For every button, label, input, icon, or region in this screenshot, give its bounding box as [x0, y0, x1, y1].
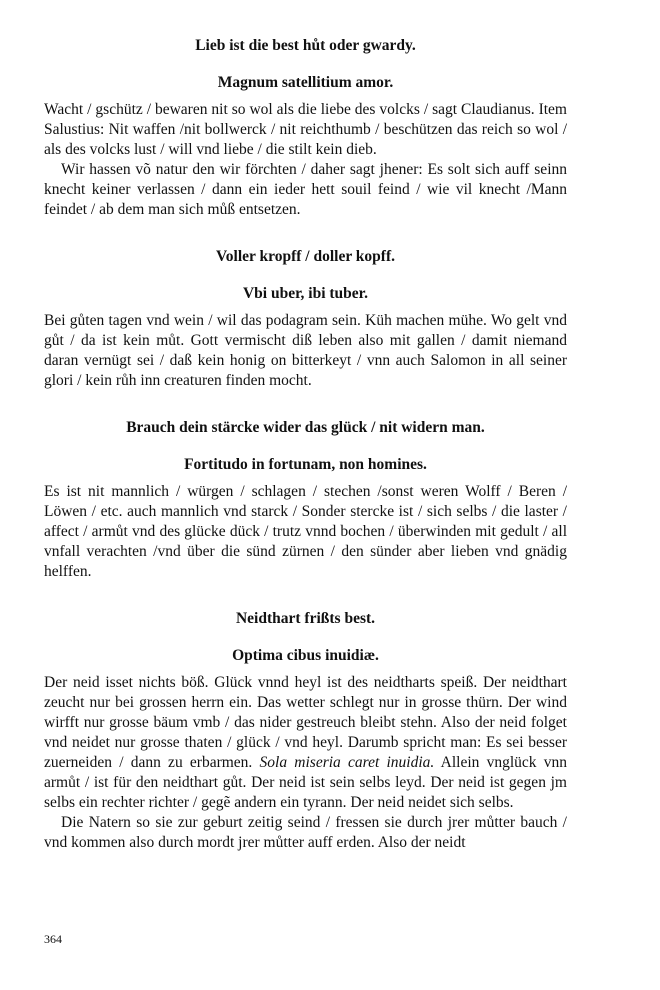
- page-body: [44, 36, 567, 880]
- paragraph: Wacht / gschütz / bewaren nit so wol als die liebe des volcks / sagt Claudianus. Item Salustius: Nit waffen /nit bollwerck / nit reichthumb / beschützen das reich so wol / als des volcks lust / will vnd liebe / die stilt kein dieb.: [44, 101, 567, 158]
- section-heading-german: Neidthart frißts best.: [235, 610, 376, 627]
- section-heading-latin: Vbi uber, ibi tuber.: [242, 285, 369, 302]
- section-neidthart: [44, 609, 567, 853]
- section-heading-german: Brauch dein stärcke wider das glück / nit widern man.: [126, 419, 485, 436]
- section-heading-latin: Optima cibus inuidiæ.: [232, 647, 379, 664]
- section-heading-german: Voller kropff / doller kopff.: [216, 248, 395, 265]
- paragraph: Es ist nit mannlich / würgen / schlagen / stechen /sonst weren Wolff / Beren / Löwen / etc. auch mannlich vnd starck / Sonder stercke ist / sich selbs / die laster / affect / armůt vnd des glücke dück / trutz vnnd bochen / überwinden mit gedult / all vnfall verachten /vnd über die sünd zürnen / den sünder aber lieben vnd gnädig helffen.: [44, 483, 567, 580]
- paragraph: Die Natern so sie zur geburt zeitig seind / fressen sie durch jrer můtter bauch / vnd kommen also durch mordt jrer můtter auff erden. Also der neidt: [44, 814, 567, 851]
- section-fortitudo: [44, 418, 567, 582]
- section-love: [44, 36, 567, 220]
- paragraph: Bei gůten tagen vnd wein / wil das podagram sein. Küh machen mühe. Wo gelt vnd gůt / da ist kein můt. Gott vermischt diß leben also mit gallen / damit niemand daran vernügt sei / daß kein honig on bitterkeyt / vnn auch Salomon in all seiner glori / kein růh inn creaturen finden mocht.: [44, 312, 567, 389]
- paragraph: [44, 673, 567, 813]
- paragraph-text: Allein vnglück vnn armůt / ist für den neidthart gůt. Der neid ist sein selbs leyd. Der neid ist gegen jm selbs ein rechter richter / gegẽ andern ein tyrann. Der neid neidet sich selbs.: [44, 754, 567, 811]
- section-heading-latin: Magnum satellitium amor.: [217, 74, 394, 91]
- latin-quote: Sola miseria caret inuidia.: [259, 754, 435, 771]
- section-heading-latin: Fortitudo in fortunam, non homines.: [184, 456, 427, 473]
- paragraph: Wir hassen võ natur den wir förchten / daher sagt jhener: Es solt sich auff seinn knecht keiner verlassen / dann ein ieder hett souil feind / wie vil knecht /Mann feindet / ab dem man sich můß entsetzen.: [44, 161, 567, 218]
- paragraph-text: Der neid isset nichts böß. Glück vnnd heyl ist des neidtharts speiß. Der neidthart zeucht nur bei grossen herrn ein. Das wetter schlegt nur in grosse thürn. Der wind wirfft nur grosse bäum vmb / das nider gestreuch bleibt stehn. Also der neid folget vnd neidet nur grosse thaten / glück / vnd heyl. Darumb spricht man: Es sei besser zuerneiden / dann zu erbarmen.: [44, 674, 567, 771]
- page-number: 364: [44, 932, 62, 946]
- section-kropff: [44, 247, 567, 391]
- section-heading-german: Lieb ist die best hůt oder gwardy.: [195, 37, 416, 54]
